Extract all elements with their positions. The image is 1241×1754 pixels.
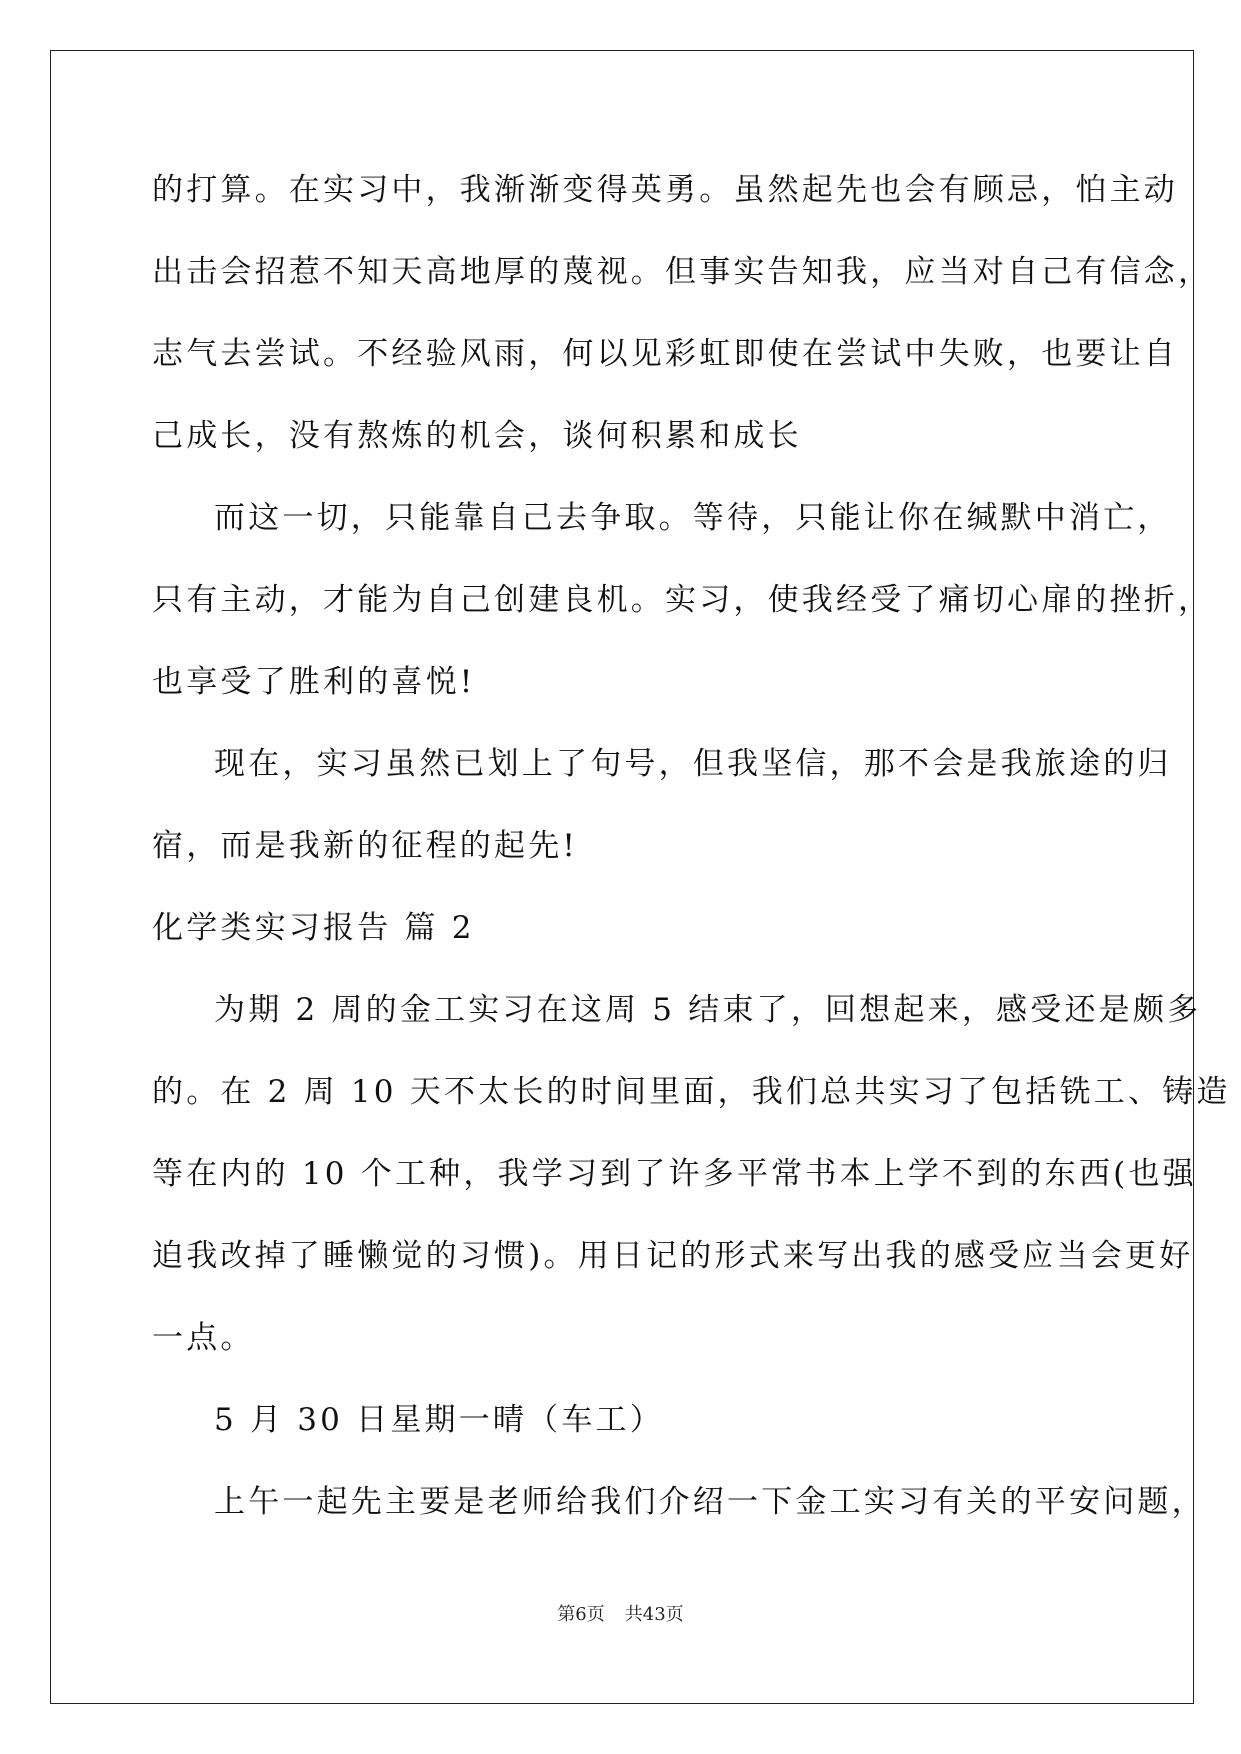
section-heading: 化学类实习报告 篇 2 [152,910,475,946]
text-line: 而这一切，只能靠自己去争取。等待，只能让你在缄默中消亡， [214,500,1172,536]
document-body [152,165,1231,1559]
text-line: 也享受了胜利的喜悦! [152,664,476,700]
text-line: 迫我改掉了睡懒觉的习惯)。用日记的形式来写出我的感受应当会更好 [152,1238,1194,1274]
text-line: 上午一起先主要是老师给我们介绍一下金工实习有关的平安问题， [214,1484,1206,1520]
text-line: 为期 2 周的金工实习在这周 5 结束了，回想起来，感受还是颇多 [214,992,1202,1028]
text-line: 只有主动，才能为自己创建良机。实习，使我经受了痛切心扉的挫折， [152,582,1213,618]
page-footer [0,1600,1241,1626]
text-line: 出击会招惹不知天高地厚的蔑视。但事实告知我，应当对自己有信念， [152,254,1213,290]
text-line: 一点。 [152,1320,255,1356]
text-line: 的打算。在实习中，我渐渐变得英勇。虽然起先也会有顾忌，怕主动 [152,172,1178,208]
page-total: 共43页 [624,1604,684,1625]
text-line: 等在内的 10 个工种，我学习到了许多平常书本上学不到的东西(也强 [152,1156,1197,1192]
text-line: 己成长，没有熬炼的机会，谈何积累和成长 [152,418,802,454]
text-line: 宿，而是我新的征程的起先! [152,828,579,864]
text-line: 志气去尝试。不经验风雨，何以见彩虹即使在尝试中失败，也要让自 [152,336,1178,372]
text-line: 的。在 2 周 10 天不太长的时间里面，我们总共实习了包括铣工、铸造 [152,1074,1231,1110]
page-number: 第6页 [557,1604,605,1625]
text-line: 现在，实习虽然已划上了句号，但我坚信，那不会是我旅途的归 [214,746,1172,782]
diary-date-line: 5 月 30 日星期一晴（车工） [214,1402,664,1438]
